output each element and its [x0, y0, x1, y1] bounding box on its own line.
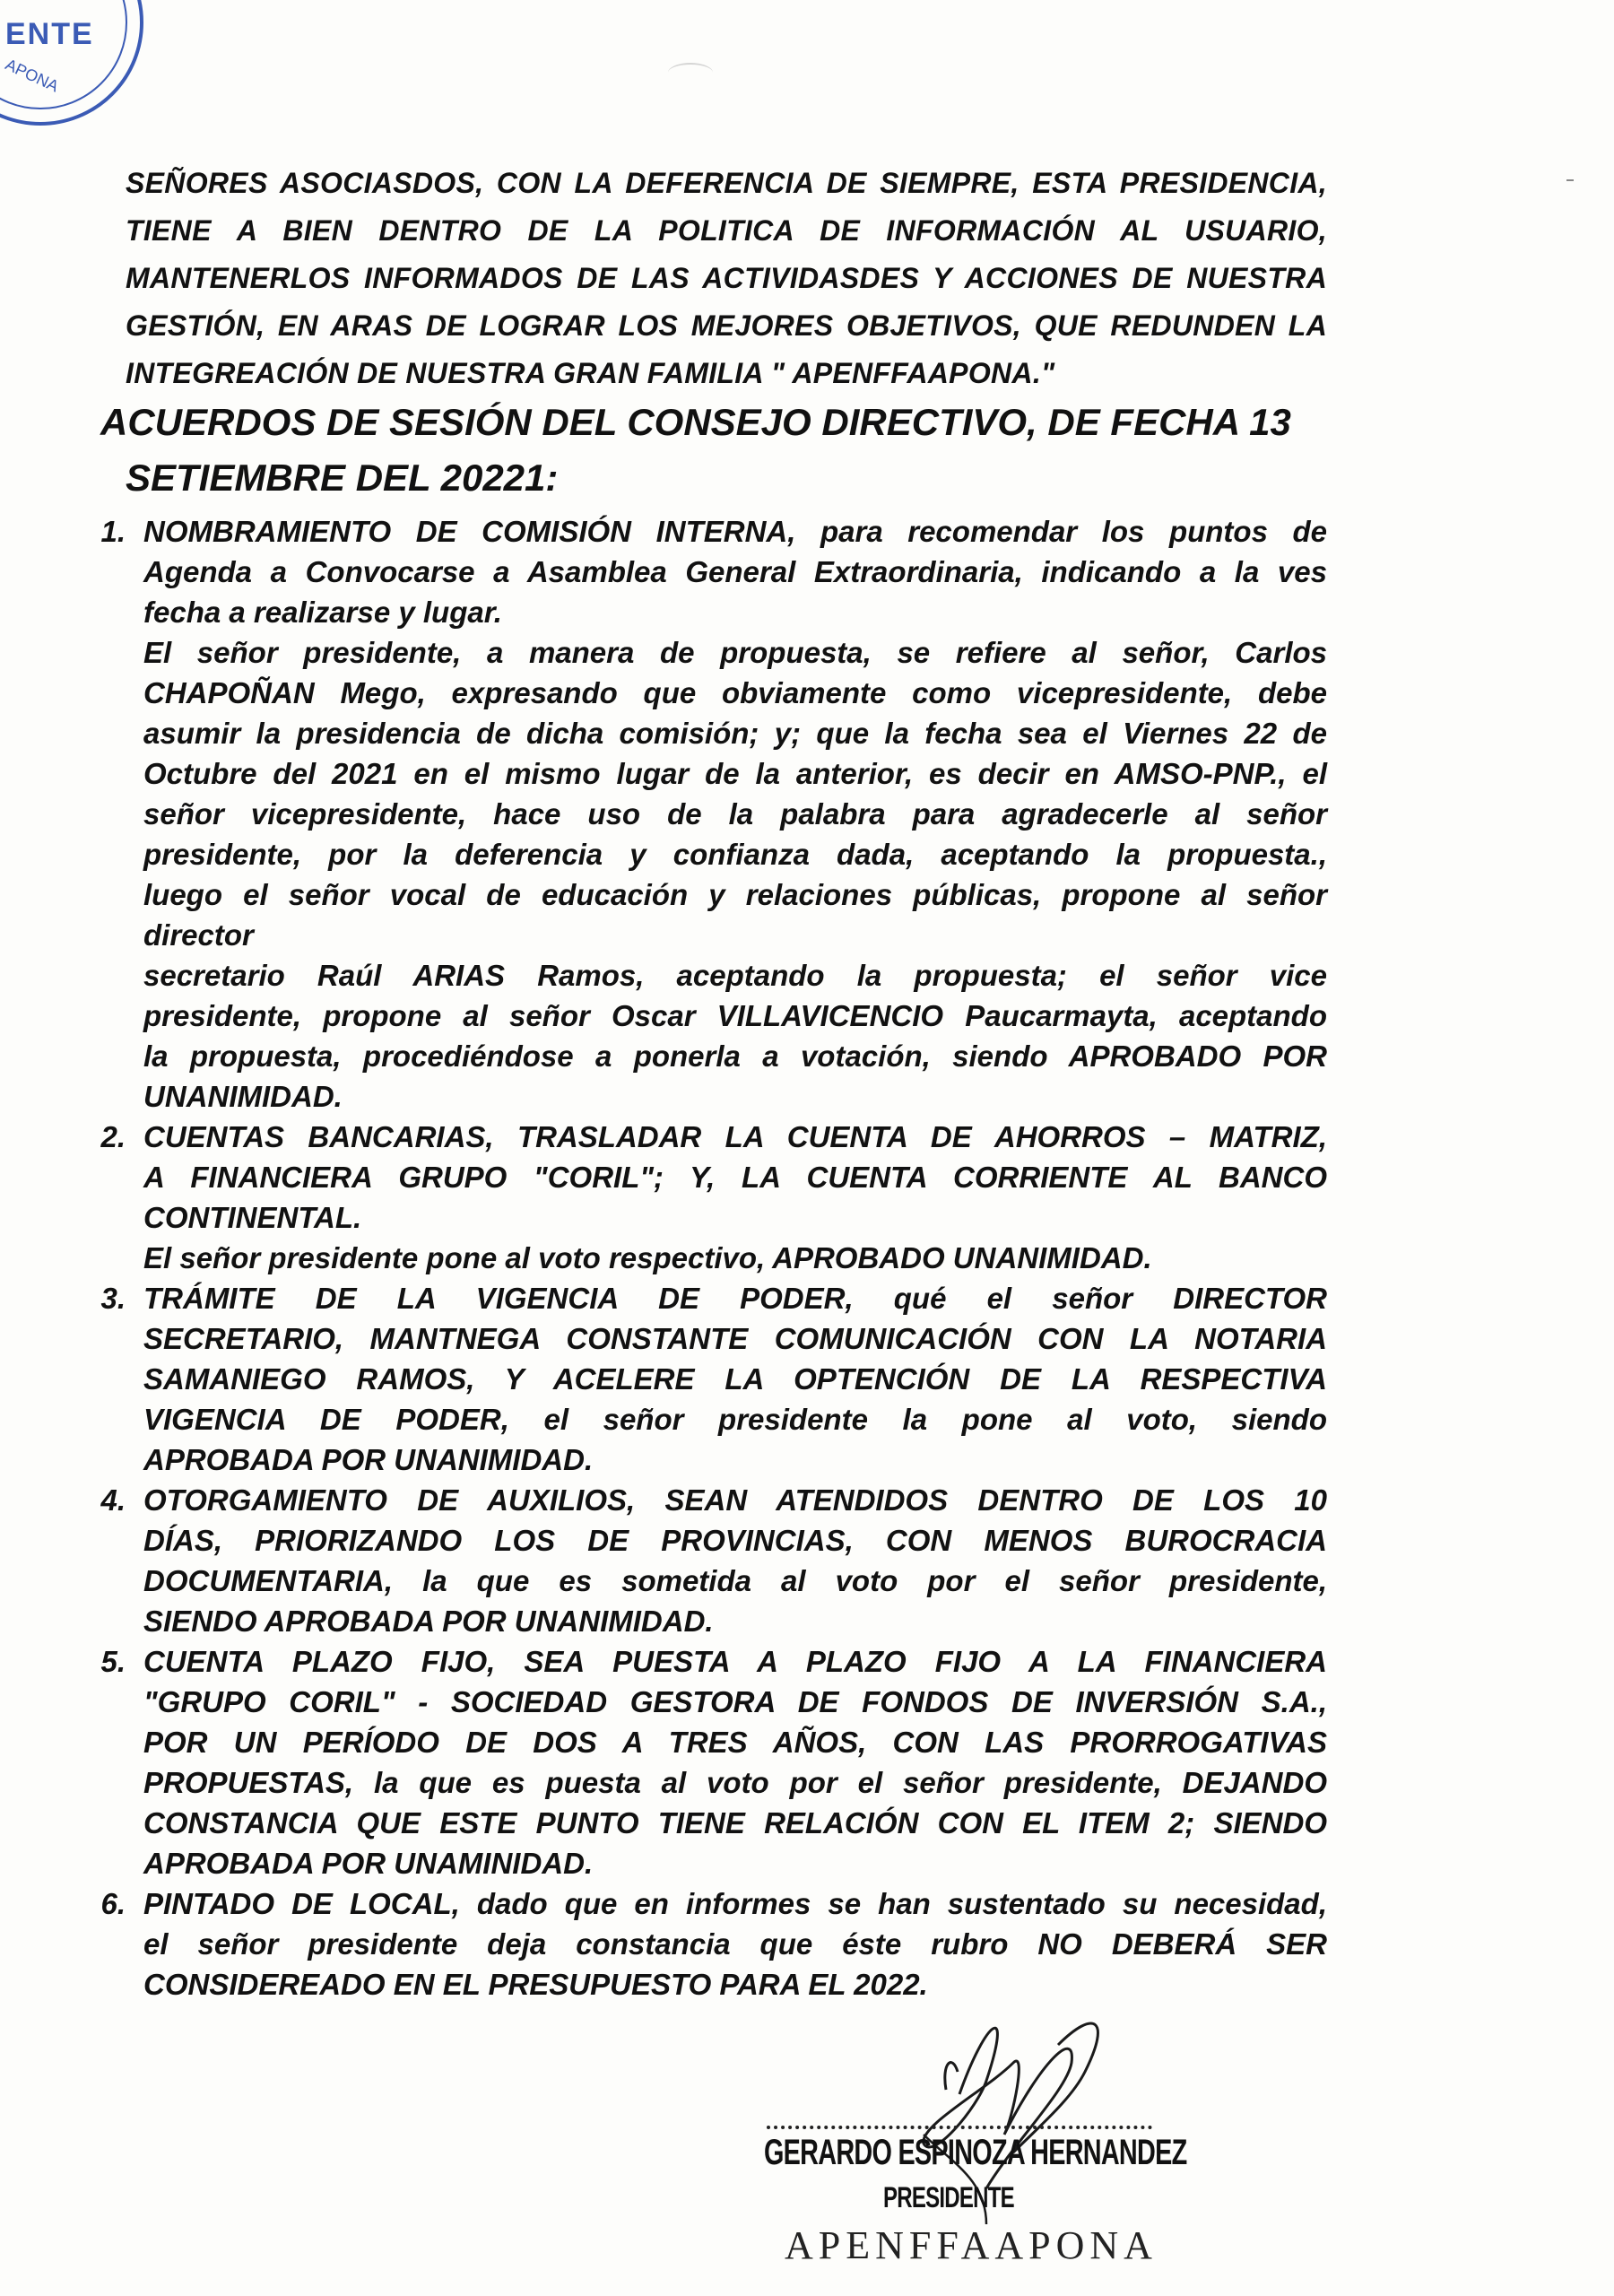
- intro-line: GESTIÓN, EN ARAS DE LOGRAR LOS MEJORES OBJETIVOS, QUE REDUNDEN LA: [126, 309, 1327, 342]
- agreement-line: DÍAS, PRIORIZANDO LOS DE PROVINCIAS, CON MENOS BUROCRACIA: [143, 1524, 1327, 1557]
- agreements-heading: [100, 395, 1356, 506]
- agreement-number: 5.: [100, 1645, 126, 1678]
- agreement-line: Octubre del 2021 en el mismo lugar de la anterior, es decir en AMSO-PNP., el: [143, 757, 1327, 790]
- agreement-line: el señor presidente deja constancia que éste rubro NO DEBERÁ SER: [143, 1927, 1327, 1961]
- agreement-item: [90, 1641, 1327, 1883]
- agreement-line: El señor presidente pone al voto respectivo, APROBADO UNANIMIDAD.: [143, 1241, 1152, 1274]
- intro-line: TIENE A BIEN DENTRO DE LA POLITICA DE INFORMACIÓN AL USUARIO,: [126, 214, 1327, 247]
- agreement-line: PROPUESTAS, la que es puesta al voto por el señor presidente, DEJANDO: [143, 1766, 1327, 1799]
- signature-dotted-line: [767, 2126, 1152, 2129]
- agreement-item: [90, 1883, 1327, 2005]
- signatory-title: PRESIDENTE: [883, 2181, 1014, 2213]
- agreement-line: DOCUMENTARIA, la que es sometida al voto por el señor presidente,: [143, 1564, 1327, 1597]
- agreement-line: asumir la presidencia de dicha comisión; y; que la fecha sea el Viernes 22 de: [143, 717, 1327, 750]
- agreement-number: 1.: [100, 515, 126, 548]
- signatory-name: GERARDO ESPINOZA HERNANDEZ: [764, 2133, 1187, 2172]
- agreement-line: la propuesta, procediéndose a ponerla a votación, siendo APROBADO POR: [143, 1039, 1327, 1073]
- agreement-line: OTORGAMIENTO DE AUXILIOS, SEAN ATENDIDOS DENTRO DE LOS 10: [143, 1483, 1327, 1517]
- intro-line: INTEGREACIÓN DE NUESTRA GRAN FAMILIA " APENFFAAPONA.": [126, 357, 1055, 389]
- agreement-line: CUENTA PLAZO FIJO, SEA PUESTA A PLAZO FIJO A LA FINANCIERA: [143, 1645, 1327, 1678]
- agreement-line: A FINANCIERA GRUPO "CORIL"; Y, LA CUENTA CORRIENTE AL BANCO: [143, 1161, 1327, 1194]
- agreement-number: 4.: [100, 1483, 126, 1517]
- agreement-line: CONSTANCIA QUE ESTE PUNTO TIENE RELACIÓN CON EL ITEM 2; SIENDO: [143, 1806, 1327, 1839]
- agreement-line: APROBADA POR UNAMINIDAD.: [143, 1847, 594, 1880]
- agreement-line: CHAPOÑAN Mego, expresando que obviamente como vicepresidente, debe: [143, 676, 1327, 709]
- organization-seal: [0, 0, 143, 126]
- agreement-line: presidente, por la deferencia y confianza dada, aceptando la propuesta.,: [143, 838, 1327, 871]
- agreement-number: 3.: [100, 1282, 126, 1315]
- agreement-line: CONSIDEREADO EN EL PRESUPUESTO PARA EL 2022.: [143, 1968, 928, 2001]
- agreement-line: VIGENCIA DE PODER, el señor presidente la pone al voto, siendo: [143, 1403, 1327, 1436]
- agreement-line: "GRUPO CORIL" - SOCIEDAD GESTORA DE FONDOS DE INVERSIÓN S.A.,: [143, 1685, 1327, 1718]
- agreement-line: secretario Raúl ARIAS Ramos, aceptando la propuesta; el señor vice: [143, 959, 1327, 992]
- agreement-line: UNANIMIDAD.: [143, 1080, 343, 1113]
- agreement-item: [90, 1480, 1327, 1641]
- agreement-line: fecha a realizarse y lugar.: [143, 596, 502, 629]
- agreement-line: El señor presidente, a manera de propuesta, se refiere al señor, Carlos: [143, 636, 1327, 669]
- agreement-item: [90, 1278, 1327, 1480]
- agreement-line: luego el señor vocal de educación y relaciones públicas, propone al señor: [143, 878, 1327, 911]
- agreement-line: CONTINENTAL.: [143, 1201, 362, 1234]
- intro-paragraph: [126, 160, 1327, 397]
- heading-line-2: SETIEMBRE DEL 20221:: [126, 457, 559, 499]
- signature-block: [717, 2009, 1219, 2296]
- heading-line-1: ACUERDOS DE SESIÓN DEL CONSEJO DIRECTIVO, DE FECHA 13: [100, 401, 1291, 443]
- agreement-line: SIENDO APROBADA POR UNANIMIDAD.: [143, 1605, 714, 1638]
- intro-line: MANTENERLOS INFORMADOS DE LAS ACTIVIDASDES Y ACCIONES DE NUESTRA: [126, 262, 1327, 294]
- agreement-item: [90, 511, 1327, 1117]
- agreement-line: señor vicepresidente, hace uso de la palabra para agradecerle al señor: [143, 797, 1327, 831]
- agreements-list: [90, 511, 1327, 2005]
- scan-mark: [1566, 179, 1574, 181]
- agreement-line: Agenda a Convocarse a Asamblea General Extraordinaria, indicando a la ves: [143, 555, 1327, 588]
- seal-arc-text: APONA: [2, 55, 62, 96]
- agreement-item: [90, 1117, 1327, 1278]
- agreement-line: TRÁMITE DE LA VIGENCIA DE PODER, qué el señor DIRECTOR: [143, 1282, 1327, 1315]
- agreement-line: PINTADO DE LOCAL, dado que en informes se han sustentado su necesidad,: [143, 1887, 1327, 1920]
- seal-text: ENTE: [5, 17, 94, 51]
- agreement-line: POR UN PERÍODO DE DOS A TRES AÑOS, CON LAS PRORROGATIVAS: [143, 1726, 1327, 1759]
- agreement-line: director: [143, 918, 254, 952]
- agreement-line: NOMBRAMIENTO DE COMISIÓN INTERNA, para recomendar los puntos de: [143, 515, 1327, 548]
- agreement-line: SECRETARIO, MANTNEGA CONSTANTE COMUNICACIÓN CON LA NOTARIA: [143, 1322, 1327, 1355]
- agreement-number: 6.: [100, 1887, 126, 1920]
- intro-line: SEÑORES ASOCIASDOS, CON LA DEFERENCIA DE SIEMPRE, ESTA PRESIDENCIA,: [126, 167, 1327, 199]
- agreement-line: presidente, propone al señor Oscar VILLAVICENCIO Paucarmayta, aceptando: [143, 999, 1327, 1032]
- agreement-line: APROBADA POR UNANIMIDAD.: [143, 1443, 594, 1476]
- agreement-line: SAMANIEGO RAMOS, Y ACELERE LA OPTENCIÓN DE LA RESPECTIVA: [143, 1362, 1327, 1396]
- scan-smudge: [668, 63, 713, 83]
- agreement-number: 2.: [100, 1120, 126, 1153]
- agreement-line: CUENTAS BANCARIAS, TRASLADAR LA CUENTA DE AHORROS – MATRIZ,: [143, 1120, 1327, 1153]
- organization-stamp-text: APENFFAAPONA: [785, 2223, 1158, 2267]
